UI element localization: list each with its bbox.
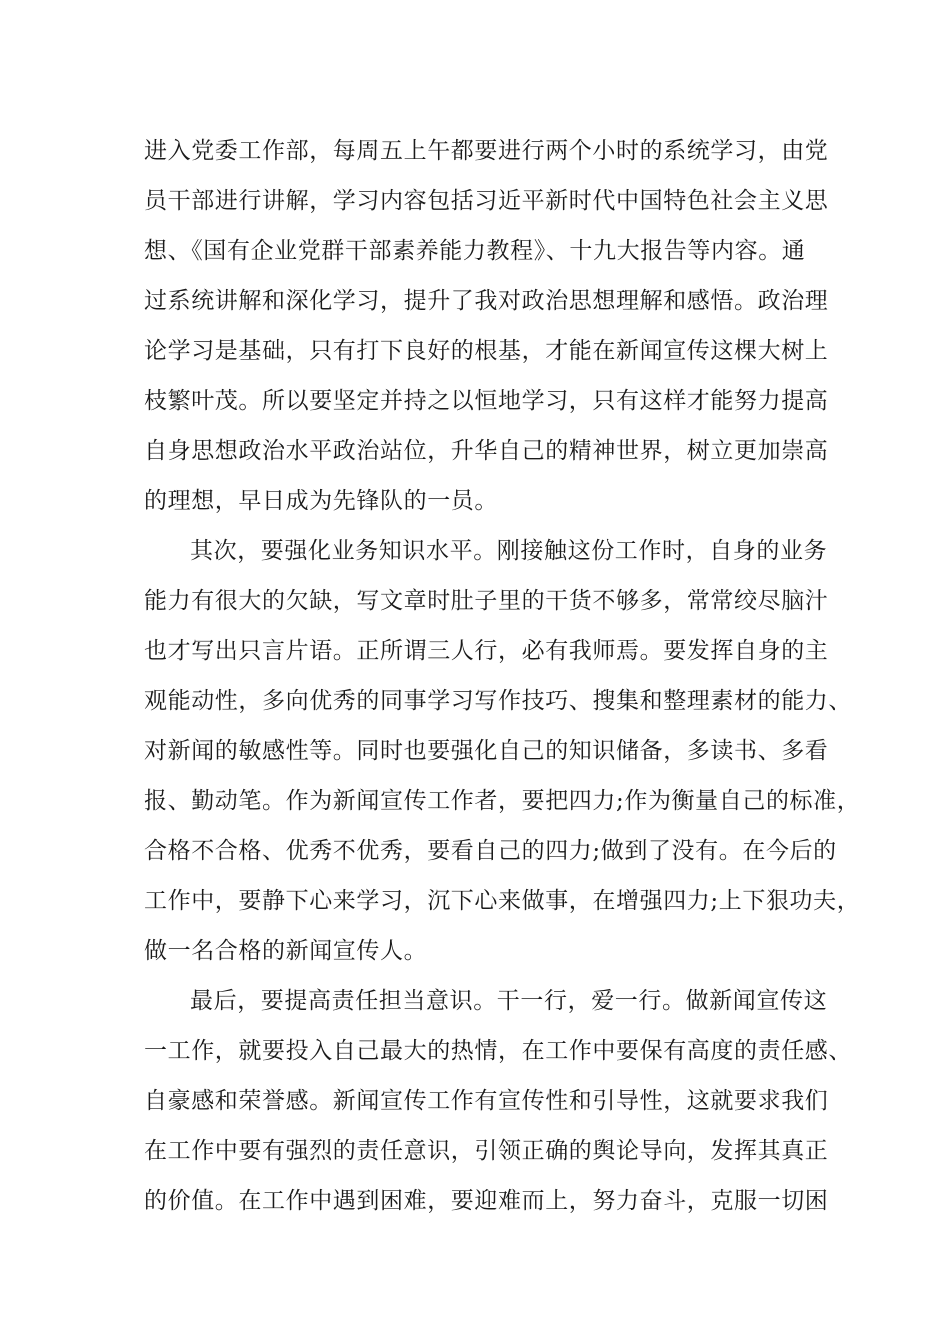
text-line: 论学习是基础，只有打下良好的根基，才能在新闻宣传这棵大树上 [144,338,829,364]
text-line: 过系统讲解和深化学习，提升了我对政治思想理解和感悟。政治理 [144,288,829,314]
text-line: 观能动性，多向优秀的同事学习写作技巧、搜集和整理素材的能力、 [144,688,852,714]
text-line: 对新闻的敏感性等。同时也要强化自己的知识储备，多读书、多看 [144,738,829,764]
paragraph-start-line: 其次，要强化业务知识水平。刚接触这份工作时，自身的业务 [190,538,828,564]
text-line: 做一名合格的新闻宣传人。 [144,938,428,964]
text-line: 的价值。在工作中遇到困难，要迎难而上，努力奋斗，克服一切困 [144,1188,829,1214]
text-line: 合格不合格、优秀不优秀，要看自己的四力;做到了没有。在今后的 [144,838,837,864]
paragraph-start-line: 最后，要提高责任担当意识。干一行，爱一行。做新闻宣传这 [190,988,828,1014]
text-line: 进入党委工作部，每周五上午都要进行两个小时的系统学习，由党 [144,138,829,164]
text-line: 报、勤动笔。作为新闻宣传工作者，要把四力;作为衡量自己的标准， [144,788,861,814]
text-line: 一工作，就要投入自己最大的热情，在工作中要保有高度的责任感、 [144,1038,852,1064]
text-line: 员干部进行讲解，学习内容包括习近平新时代中国特色社会主义思 [144,188,829,214]
text-line: 自豪感和荣誉感。新闻宣传工作有宣传性和引导性，这就要求我们 [144,1088,829,1114]
text-line: 自身思想政治水平政治站位，升华自己的精神世界，树立更加崇高 [144,438,829,464]
text-line: 工作中，要静下心来学习，沉下心来做事，在增强四力;上下狠功夫， [144,888,861,914]
text-line: 也才写出只言片语。正所谓三人行，必有我师焉。要发挥自身的主 [144,638,829,664]
text-line: 枝繁叶茂。所以要坚定并持之以恒地学习，只有这样才能努力提高 [144,388,829,414]
text-line: 的理想，早日成为先锋队的一员。 [144,488,498,514]
text-line: 在工作中要有强烈的责任意识，引领正确的舆论导向，发挥其真正 [144,1138,829,1164]
text-line: 想、《国有企业党群干部素养能力教程》、十九大报告等内容。通 [144,238,806,264]
text-line: 能力有很大的欠缺，写文章时肚子里的干货不够多，常常绞尽脑汁 [144,588,829,614]
